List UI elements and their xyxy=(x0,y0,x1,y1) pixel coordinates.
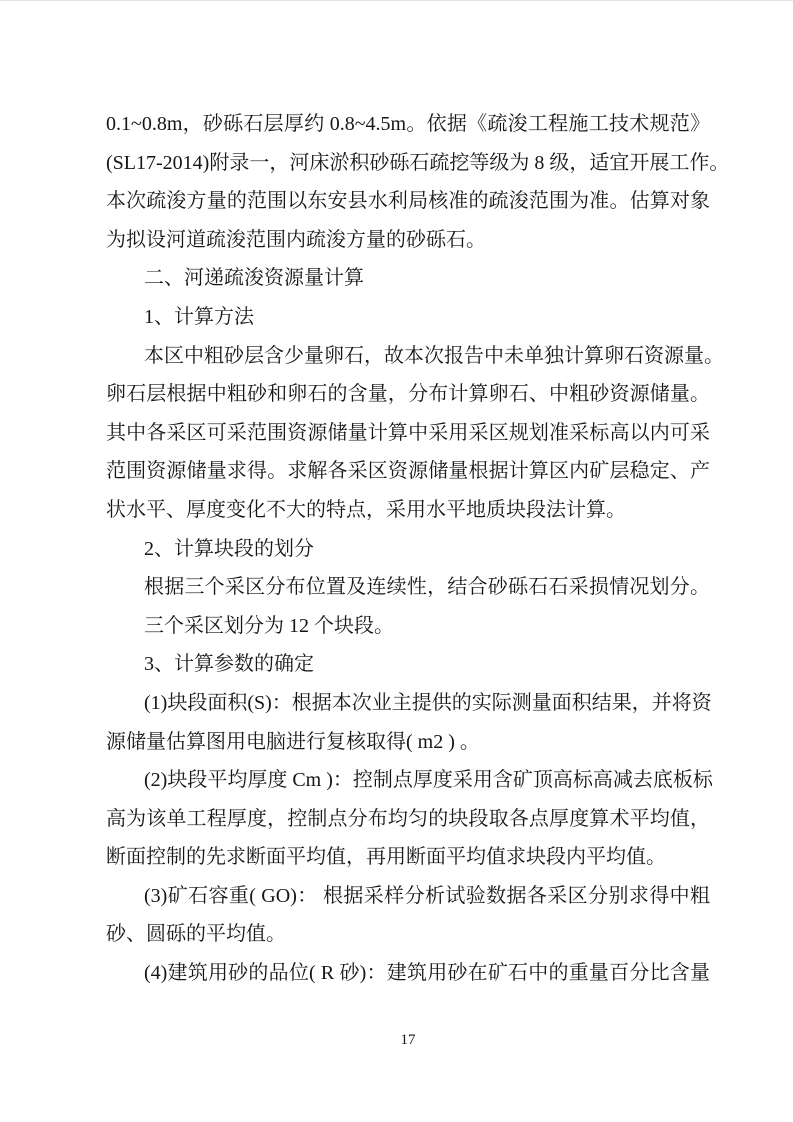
paragraph-line: 为拟设河道疏浚范围内疏浚方量的砂砾石。 xyxy=(106,228,486,251)
subsection-heading: 1、计算方法 xyxy=(144,305,254,328)
subsection-heading: 3、计算参数的确定 xyxy=(144,653,314,676)
paragraph-line: (SL17-2014)附录一，河床淤积砂砾石疏挖等级为 8 级，适宜开展工作。 xyxy=(106,151,730,174)
paragraph-line: 其中各采区可采范围资源储量计算中采用采区规划准采标高以内可采 xyxy=(106,421,710,444)
paragraph-line: 源储量估算图用电脑进行复核取得( m2 ) 。 xyxy=(106,730,480,753)
paragraph-line: 断面控制的先求断面平均值，再用断面平均值求块段内平均值。 xyxy=(106,846,666,869)
paragraph-line: (3)矿石容重( GO)： 根据采样分析试验数据各采区分别求得中粗 xyxy=(144,884,710,907)
paragraph-line: 卵石层根据中粗砂和卵石的含量，分布计算卵石、中粗砂资源储量。 xyxy=(106,383,710,406)
paragraph-line: 0.1~0.8m，砂砾石层厚约 0.8~4.5m。依据《疏浚工程施工技术规范》 xyxy=(106,113,710,135)
subsection-heading: 2、计算块段的划分 xyxy=(144,537,314,560)
paragraph-line: 范围资源储量求得。求解各采区资源储量根据计算区内矿层稳定、产 xyxy=(106,460,710,483)
paragraph-line: 根据三个采区分布位置及连续性，结合砂砾石石采损情况划分。 xyxy=(144,576,710,599)
paragraph-line: 高为该单工程厚度，控制点分布均匀的块段取各点厚度算术平均值， xyxy=(106,807,710,830)
paragraph-line: 本区中粗砂层含少量卵石，故本次报告中未单独计算卵石资源量。 xyxy=(144,344,724,367)
section-heading: 二、河递疏浚资源量计算 xyxy=(144,267,364,290)
paragraph-line: 状水平、厚度变化不大的特点，采用水平地质块段法计算。 xyxy=(106,498,626,521)
paragraph-line: (4)建筑用砂的品位( R 砂)：建筑用砂在矿石中的重量百分比含量 xyxy=(144,962,710,985)
document-text-block xyxy=(106,105,730,993)
paragraph-line: (1)块段面积(S)：根据本次业主提供的实际测量面积结果，并将资 xyxy=(144,691,712,714)
paragraph-line: 三个采区划分为 12 个块段。 xyxy=(144,614,394,637)
paragraph-line: 本次疏浚方量的范围以东安县水利局核准的疏浚范围为准。估算对象 xyxy=(106,190,710,213)
paragraph-line: 砂、圆砾的平均值。 xyxy=(106,923,286,946)
paragraph-line: (2)块段平均厚度 Cm )：控制点厚度采用含矿顶高标高减去底板标 xyxy=(144,769,713,792)
page-number: 17 xyxy=(400,1032,416,1048)
